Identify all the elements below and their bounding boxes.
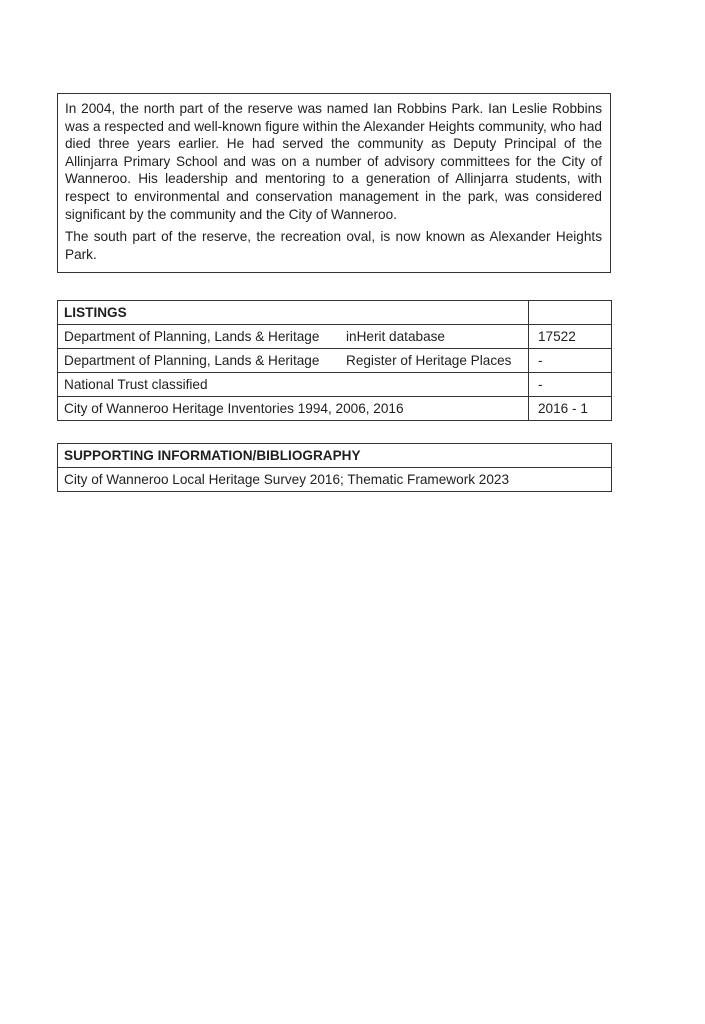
listings-header-row — [58, 301, 612, 325]
listing-organisation: National Trust classified — [64, 377, 208, 392]
listing-reference: - — [529, 373, 612, 397]
listing-reference: 2016 - 1 — [529, 397, 612, 421]
listing-detail-cell — [58, 373, 529, 397]
listing-register: Register of Heritage Places — [346, 353, 512, 368]
supporting-entry: City of Wanneroo Local Heritage Survey 2016; Thematic Framework 2023 — [58, 468, 612, 492]
supporting-row — [58, 468, 612, 492]
listings-table — [57, 300, 612, 421]
listing-row — [58, 397, 612, 421]
history-text-box — [57, 93, 611, 273]
listing-reference: - — [529, 349, 612, 373]
listing-register: inHerit database — [346, 329, 445, 344]
listing-reference: 17522 — [529, 325, 612, 349]
listing-row — [58, 373, 612, 397]
listing-row — [58, 325, 612, 349]
history-paragraph-1: In 2004, the north part of the reserve was named Ian Robbins Park. Ian Leslie Robbins was a respected and well-known figure within the Alexander Heights community, who had died three years earlier. He had served the community as Deputy Principal of the Allinjarra Primary School and was on a number of advisory committees for the City of Wanneroo. His leadership and mentoring to a generation of Allinjarra students, with respect to environmental and conservation management in the park, was considered significant by the community and the City of Wanneroo. — [65, 101, 602, 222]
supporting-information-table — [57, 443, 612, 492]
listings-header-cell: LISTINGS — [58, 301, 529, 325]
listing-organisation: City of Wanneroo Heritage Inventories 1994, 2006, 2016 — [64, 401, 404, 416]
listing-detail-cell — [58, 397, 529, 421]
listing-organisation: Department of Planning, Lands & Heritage — [64, 353, 320, 368]
listing-row — [58, 349, 612, 373]
listing-detail-cell — [58, 349, 529, 373]
history-paragraph-2: The south part of the reserve, the recreation oval, is now known as Alexander Heights Park. — [65, 229, 602, 262]
listing-organisation: Department of Planning, Lands & Heritage — [64, 329, 320, 344]
supporting-header-row — [58, 444, 612, 468]
listing-detail-cell — [58, 325, 529, 349]
listings-header-ref-cell — [529, 301, 612, 325]
supporting-header-cell: SUPPORTING INFORMATION/BIBLIOGRAPHY — [58, 444, 612, 468]
